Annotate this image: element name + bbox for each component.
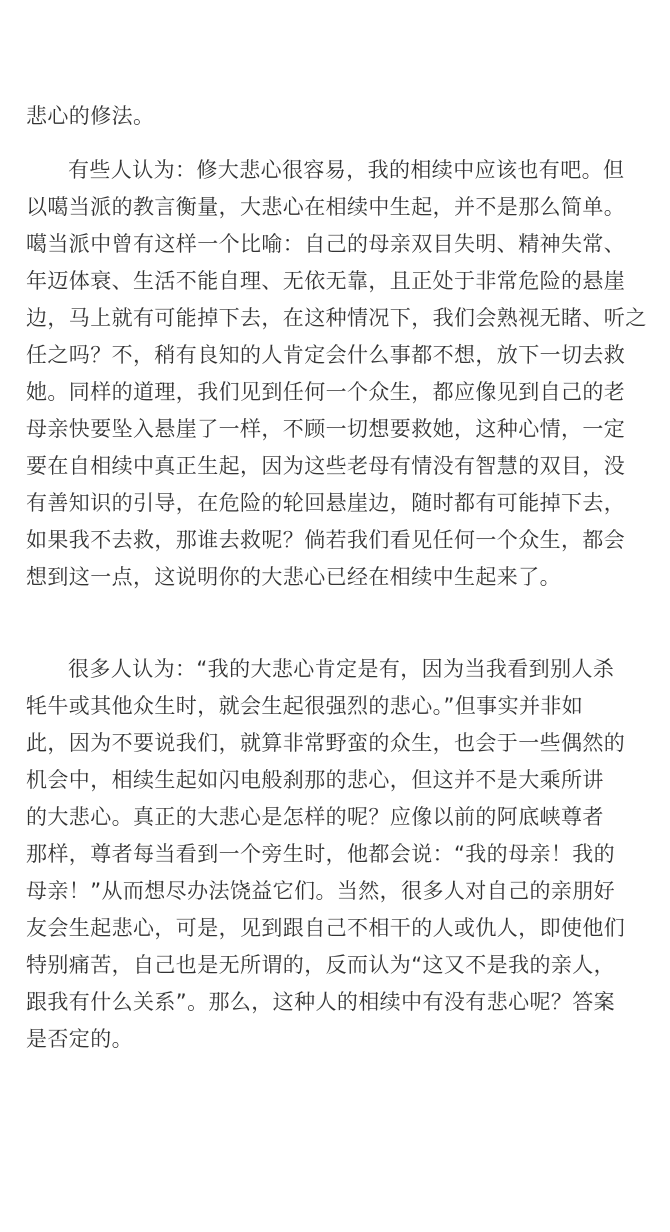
text-line: 有些人认为：修大悲心很容易，我的相续中应该也有吧。但 [68,158,625,182]
text-line: 机会中，相续生起如闪电般刹那的悲心，但这并不是大乘所讲 [26,768,604,792]
text-line: 很多人认为：“我的大悲心肯定是有，因为当我看到别人杀 [68,657,615,681]
text-line: 悲心的修法。 [26,104,155,128]
text-line: 母亲快要坠入悬崖了一样，不顾一切想要救她，这种心情，一定 [26,417,626,441]
text-line: 那样，尊者每当看到一个旁生时，他都会说：“我的母亲！我的 [26,842,616,866]
text-line: 年迈体衰、生活不能自理、无依无靠，且正处于非常危险的悬崖 [26,269,626,293]
paragraph-2 [26,152,646,596]
text-line: 的大悲心。真正的大悲心是怎样的呢？应像以前的阿底峡尊者 [26,805,604,829]
text-line: 母亲！”从而想尽办法饶益它们。当然，很多人对自己的亲朋好 [26,879,616,903]
text-line: 牦牛或其他众生时，就会生起很强烈的悲心。”但事实并非如 [26,694,584,718]
paragraph-3 [26,651,646,1058]
text-line: 噶当派中曾有这样一个比喻：自己的母亲双目失明、精神失常、 [26,232,626,256]
text-line: 有善知识的引导，在危险的轮回悬崖边，随时都有可能掉下去， [26,491,626,515]
text-line: 边，马上就有可能掉下去，在这种情况下，我们会熟视无睹、听之 [26,306,647,330]
text-line: 此，因为不要说我们，就算非常野蛮的众生，也会于一些偶然的 [26,731,626,755]
text-line: 特别痛苦，自己也是无所谓的，反而认为“这又不是我的亲人， [26,953,616,977]
text-line: 她。同样的道理，我们见到任何一个众生，都应像见到自己的老 [26,380,626,404]
text-line: 如果我不去救，那谁去救呢？倘若我们看见任何一个众生，都会 [26,528,626,552]
text-line: 友会生起悲心，可是，见到跟自己不相干的人或仇人，即使他们 [26,916,626,940]
text-line: 跟我有什么关系”。那么，这种人的相续中有没有悲心呢？答案 [26,990,616,1014]
text-line: 任之吗？不，稍有良知的人肯定会什么事都不想，放下一切去救 [26,343,626,367]
text-line: 要在自相续中真正生起，因为这些老母有情没有智慧的双目，没 [26,454,626,478]
paragraph-1 [26,98,646,135]
text-line: 是否定的。 [26,1027,133,1051]
text-line: 想到这一点，这说明你的大悲心已经在相续中生起来了。 [26,565,561,589]
text-line: 以噶当派的教言衡量，大悲心在相续中生起，并不是那么简单。 [26,195,626,219]
